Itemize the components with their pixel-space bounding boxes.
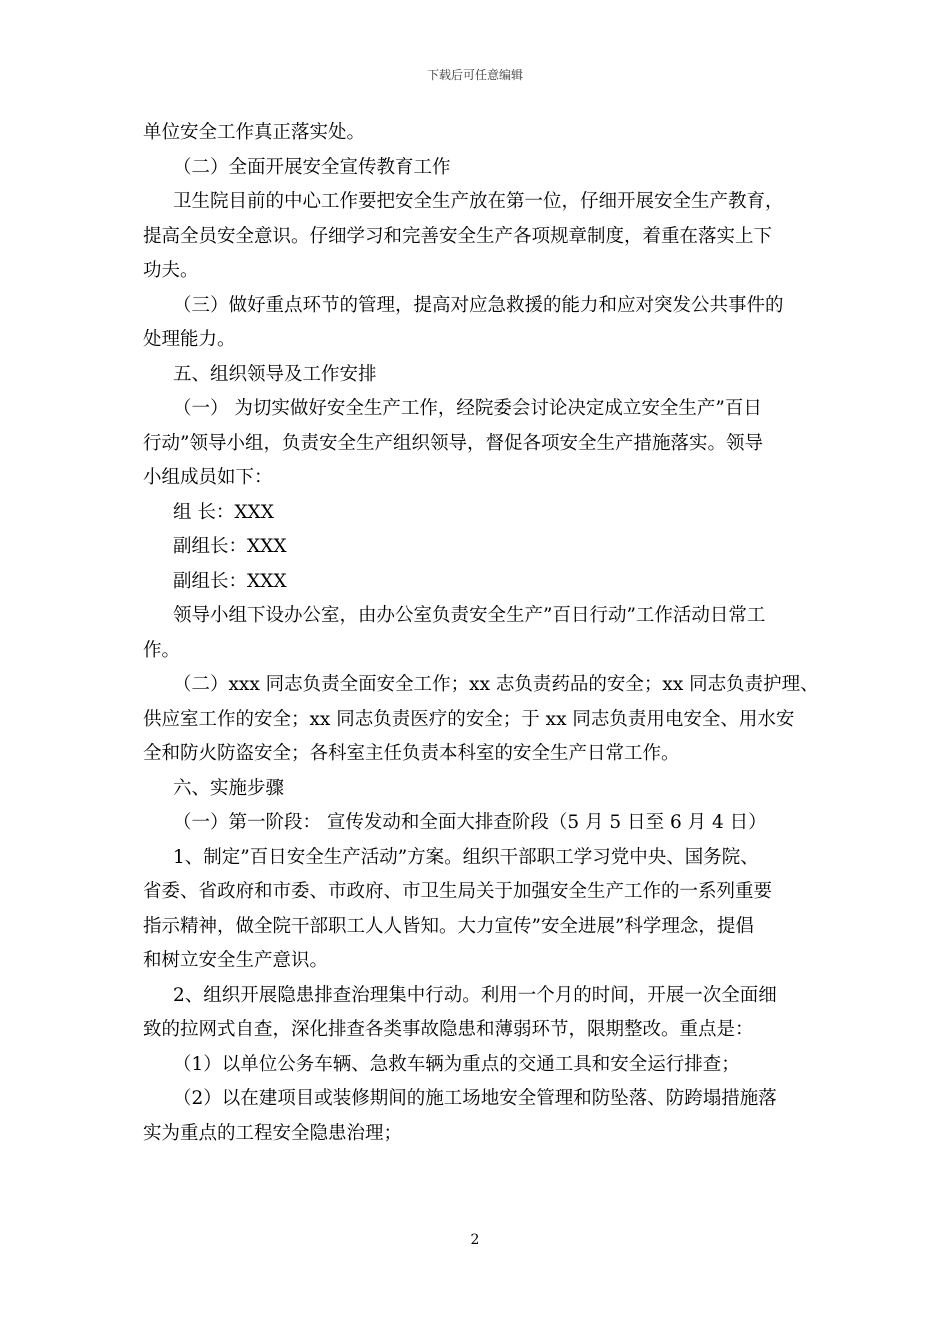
text-line: 指示精神，做全院干部职工人人皆知。大力宣传”安全进展”科学理念，提倡: [143, 915, 754, 937]
text-line: 处理能力。: [143, 329, 236, 350]
text-line: （三）做好重点环节的管理，提高对应急救援的能力和应对突发公共事件的: [173, 294, 784, 316]
text-line: （二）全面开展安全宣传教育工作: [173, 156, 451, 178]
text-line: （2）以在建项目或装修期间的施工场地安全管理和防坠落、防跨塌措施落: [173, 1088, 777, 1109]
text-line: 副组长：XXX: [173, 536, 287, 557]
text-line: 和树立安全生产意识。: [143, 950, 329, 971]
text-line: 行动”领导小组，负责安全生产组织领导，督促各项安全生产措施落实。领导: [143, 432, 763, 454]
document-body: [143, 116, 819, 1151]
text-line: 省委、省政府和市委、市政府、市卫生局关于加强安全生产工作的一系列重要: [143, 881, 773, 902]
text-line: （一） 为切实做好安全生产工作，经院委会讨论决定成立安全生产”百日: [173, 398, 762, 419]
text-line: 全和防火防盗安全；各科室主任负责本科室的安全生产日常工作。: [143, 743, 680, 764]
text-line: 领导小组下设办公室，由办公室负责安全生产”百日行动”工作活动日常工: [173, 605, 766, 626]
text-line: （一）第一阶段： 宣传发动和全面大排查阶段（5 月 5 日至 6 月 4 日）: [173, 812, 767, 833]
text-line: 作。: [143, 639, 181, 661]
text-line: 致的拉网式自查，深化排查各类事故隐患和薄弱环节，限期整改。重点是：: [143, 1019, 754, 1040]
text-line: （二）xxx 同志负责全面安全工作；xx 志负责药品的安全；xx 同志负责护理、: [173, 674, 819, 695]
text-line: （1）以单位公务车辆、急救车辆为重点的交通工具和安全运行排查；: [173, 1053, 740, 1075]
text-line: 六、实施步骤: [173, 777, 285, 799]
text-line: 1、制定”百日安全生产活动”方案。组织干部职工学习党中央、国务院、: [173, 846, 759, 868]
text-line: 组 长：XXX: [173, 501, 274, 523]
page-number: 2: [470, 1232, 480, 1248]
page-header: 下载后可任意编辑: [426, 68, 523, 82]
text-line: 提高全员安全意识。仔细学习和完善安全生产各项规章制度，着重在落实上下: [143, 225, 773, 247]
text-line: 实为重点的工程安全隐患治理；: [143, 1122, 403, 1144]
text-line: 供应室工作的安全；xx 同志负责医疗的安全；于 xx 同志负责用电安全、用水安: [143, 708, 795, 730]
text-line: 小组成员如下：: [143, 467, 273, 488]
text-line: 2、组织开展隐患排查治理集中行动。利用一个月的时间，开展一次全面细: [173, 984, 777, 1006]
text-line: 卫生院目前的中心工作要把安全生产放在第一位，仔细开展安全生产教育，: [173, 191, 784, 212]
text-line: 功夫。: [143, 260, 199, 281]
text-line: 单位安全工作真正落实处。: [143, 122, 366, 143]
text-line: 副组长：XXX: [173, 570, 287, 592]
text-line: 五、组织领导及工作安排: [173, 363, 377, 385]
